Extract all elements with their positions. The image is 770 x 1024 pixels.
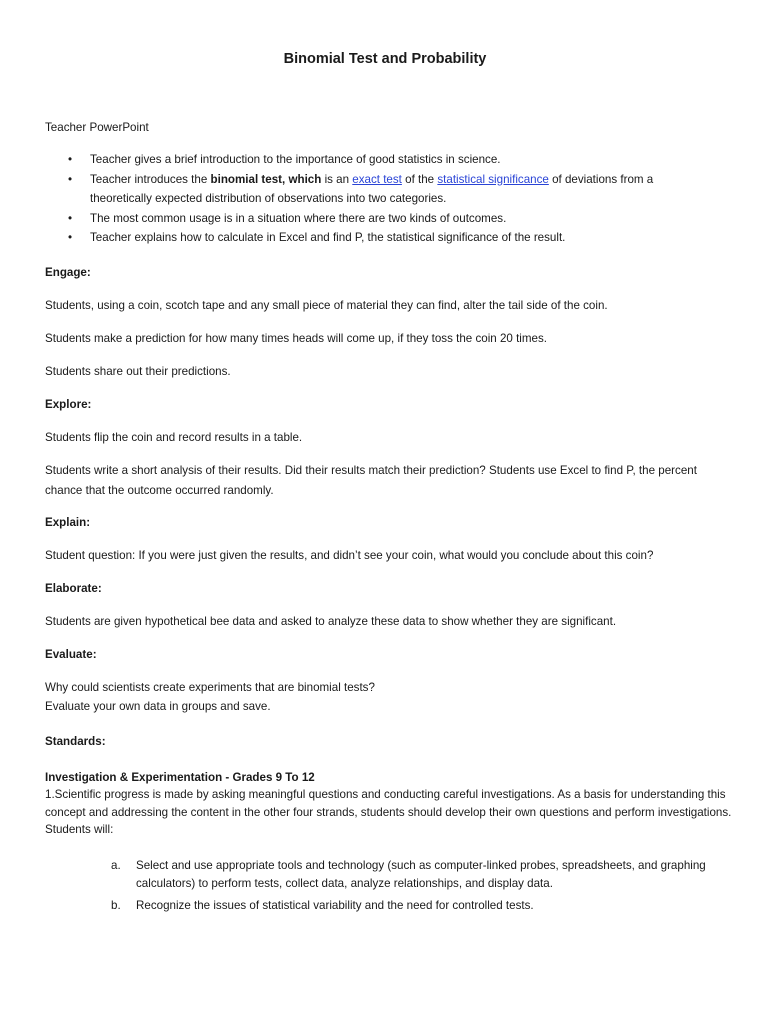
explore-paragraph: Students write a short analysis of their results. Did their results match their prediction? Students use Excel to find P, the percent chance that the outcome occurred randomly. xyxy=(45,464,697,497)
bullet-text: The most common usage is in a situation where there are two kinds of outcomes. xyxy=(90,211,507,225)
bullet-marker: • xyxy=(68,153,73,166)
standards-heading: Standards: xyxy=(45,735,106,748)
list-item-text: Select and use appropriate tools and technology (such as computer-linked probes, spreadsheets, and graphing calculators) to perform tests, collect data, analyze relationships, and display data. xyxy=(136,859,706,890)
standards-list xyxy=(111,857,721,920)
list-marker: b. xyxy=(111,899,121,912)
bullet-text-part: is an xyxy=(321,172,353,186)
bullet-text-part: of the xyxy=(401,172,438,186)
bullet-marker: • xyxy=(68,231,73,244)
evaluate-heading: Evaluate: xyxy=(45,648,97,661)
bullet-item xyxy=(45,150,715,170)
engage-paragraph: Students make a prediction for how many times heads will come up, if they toss the coin 20 times. xyxy=(45,332,547,345)
bullet-item xyxy=(45,209,715,229)
list-item-text: Recognize the issues of statistical variability and the need for controlled tests. xyxy=(136,899,534,912)
explore-paragraph: Students flip the coin and record results in a table. xyxy=(45,431,303,444)
engage-heading: Engage: xyxy=(45,266,91,279)
teacher-bullet-list xyxy=(45,150,715,248)
explain-heading: Explain: xyxy=(45,516,91,529)
engage-paragraph: Students share out their predictions. xyxy=(45,365,231,378)
page-title: Binomial Test and Probability xyxy=(283,51,487,67)
bullet-text-part: of deviations from a theoretically expected distribution of observations into two categories. xyxy=(90,172,654,205)
explain-paragraph: Student question: If you were just given the results, and didn’t see your coin, what would you conclude about this coin? xyxy=(45,549,654,562)
bullet-text: Teacher explains how to calculate in Excel and find P, the statistical significance of the result. xyxy=(90,231,566,244)
bullet-bold-term: binomial test, which xyxy=(210,172,322,186)
standards-paragraph: 1.Scientific progress is made by asking meaningful questions and conducting careful investigations. As a basis for understanding this concept and addressing the content in the other four strands, students should develop their own questions and perform investigations. Students will: xyxy=(45,788,732,836)
intro-label: Teacher PowerPoint xyxy=(45,121,149,134)
bullet-item xyxy=(45,170,715,209)
engage-paragraph: Students, using a coin, scotch tape and any small piece of material they can find, alter the tail side of the coin. xyxy=(45,299,608,312)
list-item xyxy=(111,857,721,892)
evaluate-line: Why could scientists create experiments that are binomial tests? xyxy=(45,681,375,694)
exact-test-link[interactable]: exact test xyxy=(352,172,402,186)
list-marker: a. xyxy=(111,859,121,872)
bullet-text-part: Teacher introduces the xyxy=(90,172,211,186)
bullet-text: Teacher gives a brief introduction to the importance of good statistics in science. xyxy=(90,153,501,166)
bullet-marker: • xyxy=(68,211,73,225)
explore-heading: Explore: xyxy=(45,398,92,411)
standards-subheading: Investigation & Experimentation - Grades 9 To 12 xyxy=(45,771,315,784)
bullet-marker: • xyxy=(68,172,73,186)
elaborate-heading: Elaborate: xyxy=(45,582,102,595)
elaborate-paragraph: Students are given hypothetical bee data and asked to analyze these data to show whether they are significant. xyxy=(45,615,617,628)
statistical-significance-link[interactable]: statistical significance xyxy=(437,172,549,186)
list-item xyxy=(111,897,721,915)
evaluate-line: Evaluate your own data in groups and save. xyxy=(45,700,271,713)
bullet-item xyxy=(45,228,715,248)
